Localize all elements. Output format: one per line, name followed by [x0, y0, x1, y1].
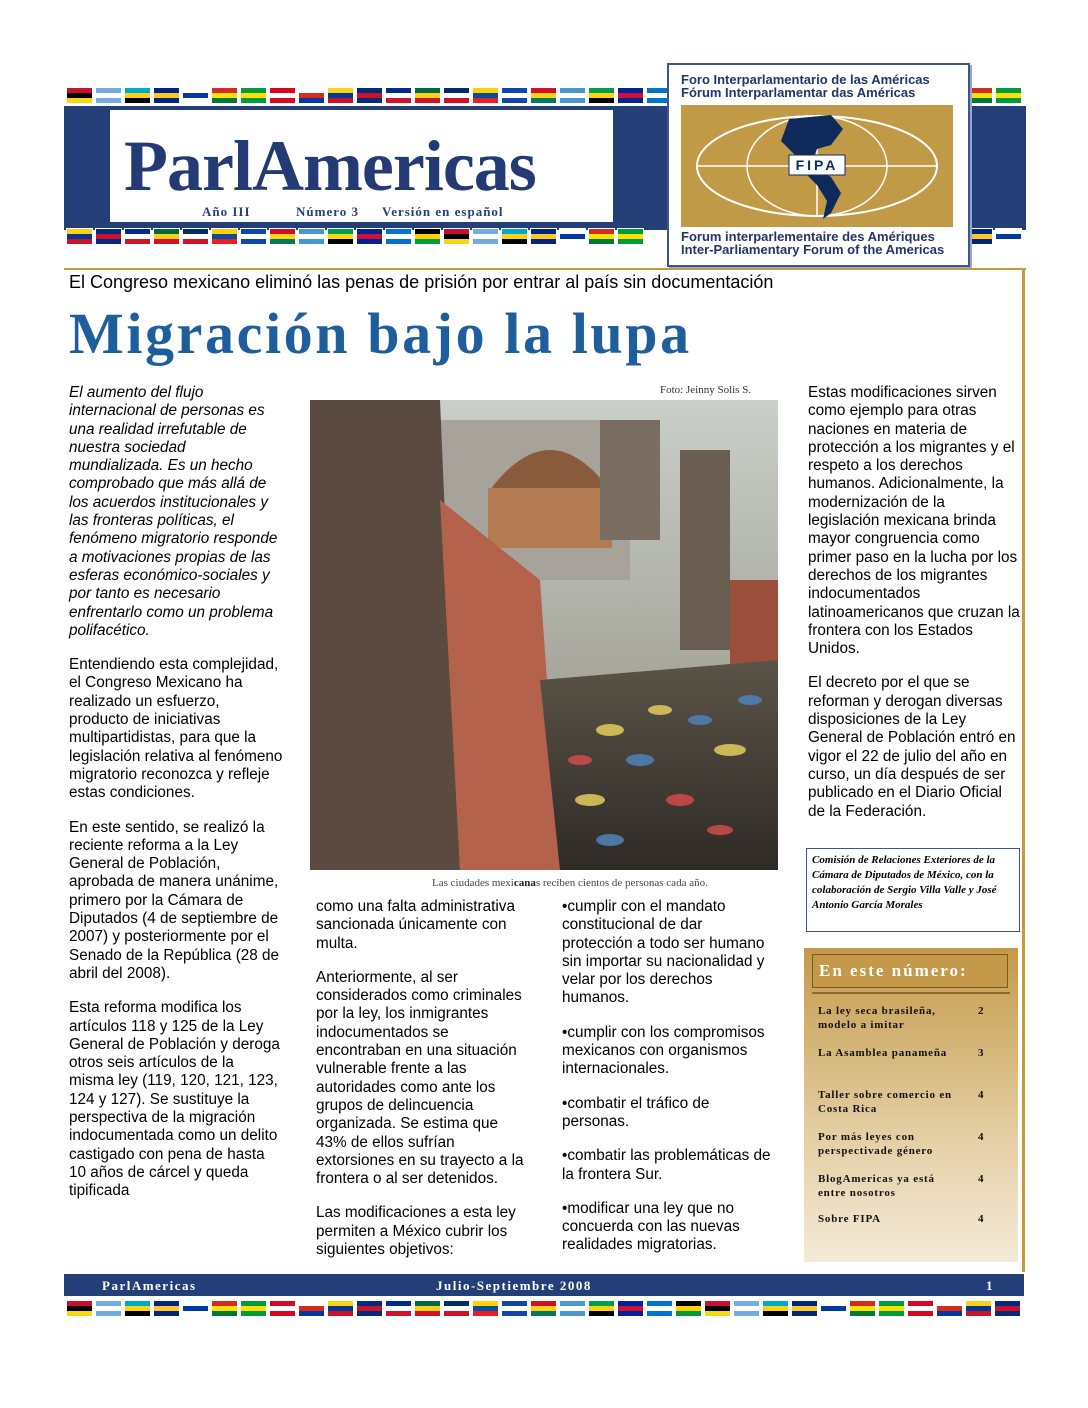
flag-icon — [182, 87, 209, 104]
fipa-top-line-2: Fórum Interparlamentar das Américas — [681, 85, 916, 100]
flag-icon — [385, 228, 412, 245]
flag-icon — [675, 1300, 702, 1317]
flag-icon — [153, 1300, 180, 1317]
flag-icon — [530, 1300, 557, 1317]
flag-icon — [153, 228, 180, 245]
article-column-4 — [808, 384, 1020, 837]
street-scene-image — [310, 400, 778, 870]
flag-icon — [95, 87, 122, 104]
article-column-3 — [562, 898, 776, 1271]
fipa-bottom-text — [681, 230, 944, 256]
flag-icon — [791, 1300, 818, 1317]
paragraph: El decreto por el que se reforman y derogan diversas disposiciones de la Ley General de Población entró en vigor el 22 de julio del año en curso, un día después de ser publicado en el Diario Oficial de la Federación. — [808, 674, 1016, 820]
flag-icon — [356, 87, 383, 104]
toc-item-title: La Asamblea panameña — [818, 1047, 948, 1059]
flag-icon — [559, 1300, 586, 1317]
flag-icon — [559, 87, 586, 104]
flag-row-middle — [66, 228, 644, 245]
toc-item-page: 3 — [978, 1047, 985, 1059]
flag-icon — [501, 228, 528, 245]
flag-icon — [878, 1300, 905, 1317]
flag-icon — [124, 87, 151, 104]
flag-icon — [356, 1300, 383, 1317]
bullet-item: •combatir las problemáticas de la frontera Sur. — [562, 1147, 771, 1183]
flag-icon — [240, 87, 267, 104]
article-photo — [310, 400, 778, 870]
flag-icon — [733, 1300, 760, 1317]
fipa-emblem-label: FIPA — [795, 157, 839, 173]
paragraph: Las modificaciones a esta ley permiten a México cubrir los siguientes objetivos: — [316, 1204, 516, 1259]
article-headline: Migración bajo la lupa — [69, 301, 692, 366]
photo-caption — [432, 877, 708, 889]
paragraph: Entendiendo esta complejidad, el Congreso Mexicano ha realizado un esfuerzo, producto de iniciativas multipartidistas, para que la legislación relativa al fenómeno migratorio reconozca y refleje estas condiciones. — [69, 656, 283, 802]
flag-row-top-right — [966, 87, 1022, 104]
fipa-bottom-line-2: Inter-Parliamentary Forum of the Americas — [681, 242, 945, 257]
flag-icon — [327, 1300, 354, 1317]
fipa-bottom-line-1: Forum interparlementaire des Amériques — [681, 229, 935, 244]
paragraph: Anteriormente, al ser considerados como criminales por la ley, los inmigrantes indocumentados se encontraban en una situación vulnerable frente a las autoridades como ante los grupos de delincuencia organizada. Se estima que 43% de ellos sufrían extorsiones en su trayecto a la frontera o al ser detenidos. — [316, 968, 524, 1188]
flag-icon — [995, 87, 1022, 104]
flag-icon — [211, 1300, 238, 1317]
flag-icon — [501, 87, 528, 104]
fipa-emblem — [681, 105, 953, 227]
flag-icon — [269, 87, 296, 104]
flag-icon — [327, 228, 354, 245]
toc-item-title: Por más leyes con perspectivade género — [818, 1131, 934, 1157]
flag-icon — [617, 228, 644, 245]
photo-credit: Foto: Jeinny Solis S. — [660, 384, 752, 396]
article-column-1 — [69, 384, 283, 1216]
article-subheadline: El Congreso mexicano eliminó las penas de prisión por entrar al país sin documentación — [69, 272, 774, 292]
toc-item-title: La ley seca brasileña, modelo a imitar — [818, 1005, 936, 1031]
toc-item-page: 4 — [978, 1173, 985, 1185]
bullet-item: •cumplir con los compromisos mexicanos con organismos internacionales. — [562, 1023, 765, 1078]
fipa-top-line-1: Foro Interparlamentario de las Américas — [681, 72, 930, 87]
frame-right-rule — [1022, 268, 1025, 1272]
flag-icon — [95, 228, 122, 245]
flag-icon — [849, 1300, 876, 1317]
flag-icon — [646, 1300, 673, 1317]
flag-icon — [443, 228, 470, 245]
footer-bar — [64, 1274, 1024, 1296]
flag-icon — [617, 87, 644, 104]
flag-icon — [211, 228, 238, 245]
toc-item[interactable] — [818, 1046, 1008, 1060]
flag-icon — [269, 228, 296, 245]
toc-divider — [812, 992, 1010, 994]
flag-icon — [907, 1300, 934, 1317]
bullet-item: •cumplir con el mandato constitucional de dar protección a todo ser humano sin importar su nacionalidad y velar por los derechos humanos. — [562, 898, 765, 1007]
bullet-item: •modificar una ley que no concuerda con las nuevas realidades migratorias. — [562, 1199, 740, 1254]
caption-part: Las ciudades mexi — [432, 877, 514, 889]
issue-version: Versión en español — [382, 204, 504, 219]
paragraph: como una falta administrativa sancionada únicamente con multa. — [316, 898, 515, 952]
masthead-logo: ParlAmericas — [124, 126, 536, 206]
flag-icon — [414, 1300, 441, 1317]
bullet-item: •combatir el tráfico de personas. — [562, 1094, 710, 1130]
toc-item[interactable] — [818, 1172, 1008, 1200]
flag-icon — [762, 1300, 789, 1317]
toc-item[interactable] — [818, 1130, 1008, 1158]
flag-icon — [966, 87, 993, 104]
footer-page-number: 1 — [986, 1278, 994, 1293]
issue-number: Número 3 — [296, 204, 360, 219]
flag-icon — [530, 228, 557, 245]
toc-item-page: 4 — [978, 1213, 985, 1225]
toc-item-page: 4 — [978, 1089, 985, 1101]
fipa-top-text — [681, 73, 930, 99]
caption-part: cana — [513, 877, 536, 889]
flag-icon — [559, 228, 586, 245]
paragraph: Esta reforma modifica los artículos 118 y 125 de la Ley General de Población y deroga otros seis artículos de la misma ley (119, 120, 121, 123, 124 y 127). Se sustituye la perspectiva de la migración indocumentada como un delito castigado con pena de hasta 10 años de cárcel y queda tipificada — [69, 999, 280, 1200]
footer-date: Julio-Septiembre 2008 — [436, 1278, 592, 1293]
flag-icon — [66, 228, 93, 245]
flag-icon — [588, 87, 615, 104]
flag-icon — [472, 228, 499, 245]
article-column-2 — [316, 898, 530, 1275]
toc-item-title: BlogAmericas ya está entre nosotros — [818, 1173, 935, 1199]
flag-icon — [240, 228, 267, 245]
issue-year: Año III — [202, 204, 251, 219]
flag-icon — [66, 1300, 93, 1317]
flag-icon — [269, 1300, 296, 1317]
flag-icon — [820, 1300, 847, 1317]
footer-logo: ParlAmericas — [102, 1278, 197, 1293]
table-of-contents — [804, 948, 1018, 1262]
author-credit-box: Comisión de Relaciones Exteriores de la Cámara de Diputados de México, con la colaboración de Sergio Villa Valle y José Antonio García Morales — [806, 848, 1020, 932]
flag-icon — [153, 87, 180, 104]
paragraph: Estas modificaciones sirven como ejemplo para otras naciones en materia de protección a los migrantes y el respeto a los derechos humanos. Adicionalmente, la modernización de la legislación mexicana brinda mayor congruencia como primer paso en la lucha por los derechos de los migrantes indocumentados latinoamericanos que cruzan la frontera con los Estados Unidos. — [808, 384, 1020, 658]
flag-icon — [966, 228, 993, 245]
paragraph: En este sentido, se realizó la reciente reforma a la Ley General de Población, aprobada de manera unánime, primero por la Cámara de Diputados (4 de septiembre de 2007) y posteriormente por el Senado de la República (28 de abril del 2008). — [69, 818, 280, 982]
flag-icon — [530, 87, 557, 104]
flag-icon — [443, 87, 470, 104]
flag-row-middle-right — [966, 228, 1022, 245]
flag-icon — [298, 87, 325, 104]
flag-icon — [182, 228, 209, 245]
toc-title: En este número: — [812, 954, 1008, 988]
frame-top-rule — [64, 268, 1026, 270]
caption-part: s reciben cientos de personas cada año. — [535, 877, 708, 889]
flag-icon — [66, 87, 93, 104]
toc-item-page: 4 — [978, 1131, 985, 1143]
flag-icon — [327, 87, 354, 104]
flag-icon — [298, 1300, 325, 1317]
flag-icon — [356, 228, 383, 245]
flag-icon — [124, 1300, 151, 1317]
flag-icon — [936, 1300, 963, 1317]
flag-icon — [443, 1300, 470, 1317]
flag-icon — [965, 1300, 992, 1317]
flag-icon — [588, 1300, 615, 1317]
flag-icon — [414, 87, 441, 104]
flag-icon — [588, 228, 615, 245]
flag-row-bottom — [66, 1300, 1021, 1317]
toc-item-title: Taller sobre comercio en Costa Rica — [818, 1089, 952, 1115]
flag-icon — [995, 228, 1022, 245]
flag-icon — [124, 228, 151, 245]
flag-icon — [994, 1300, 1021, 1317]
flag-icon — [472, 87, 499, 104]
flag-icon — [385, 1300, 412, 1317]
toc-item[interactable] — [818, 1212, 1008, 1226]
flag-icon — [501, 1300, 528, 1317]
flag-icon — [298, 228, 325, 245]
toc-item[interactable] — [818, 1004, 1008, 1032]
flag-icon — [211, 87, 238, 104]
globe-icon — [681, 105, 953, 227]
flag-icon — [385, 87, 412, 104]
toc-item-page: 2 — [978, 1005, 985, 1017]
toc-item[interactable] — [818, 1088, 1008, 1116]
article-intro: El aumento del flujo internacional de personas es una realidad irrefutable de nuestra sociedad mundializada. Es un hecho comprobado que más allá de los acuerdos institucionales y las fronteras políticas, el fenómeno migratorio responde a motivaciones propias de las esferas económico-sociales y por tanto es necesario enfrentarlo como un problema polifacético. — [69, 384, 278, 639]
flag-row-top — [66, 87, 673, 104]
fipa-logo-box — [667, 63, 970, 267]
flag-icon — [414, 228, 441, 245]
flag-icon — [182, 1300, 209, 1317]
flag-icon — [704, 1300, 731, 1317]
toc-item-title: Sobre FIPA — [818, 1213, 881, 1225]
flag-icon — [617, 1300, 644, 1317]
flag-icon — [240, 1300, 267, 1317]
flag-icon — [472, 1300, 499, 1317]
flag-icon — [95, 1300, 122, 1317]
